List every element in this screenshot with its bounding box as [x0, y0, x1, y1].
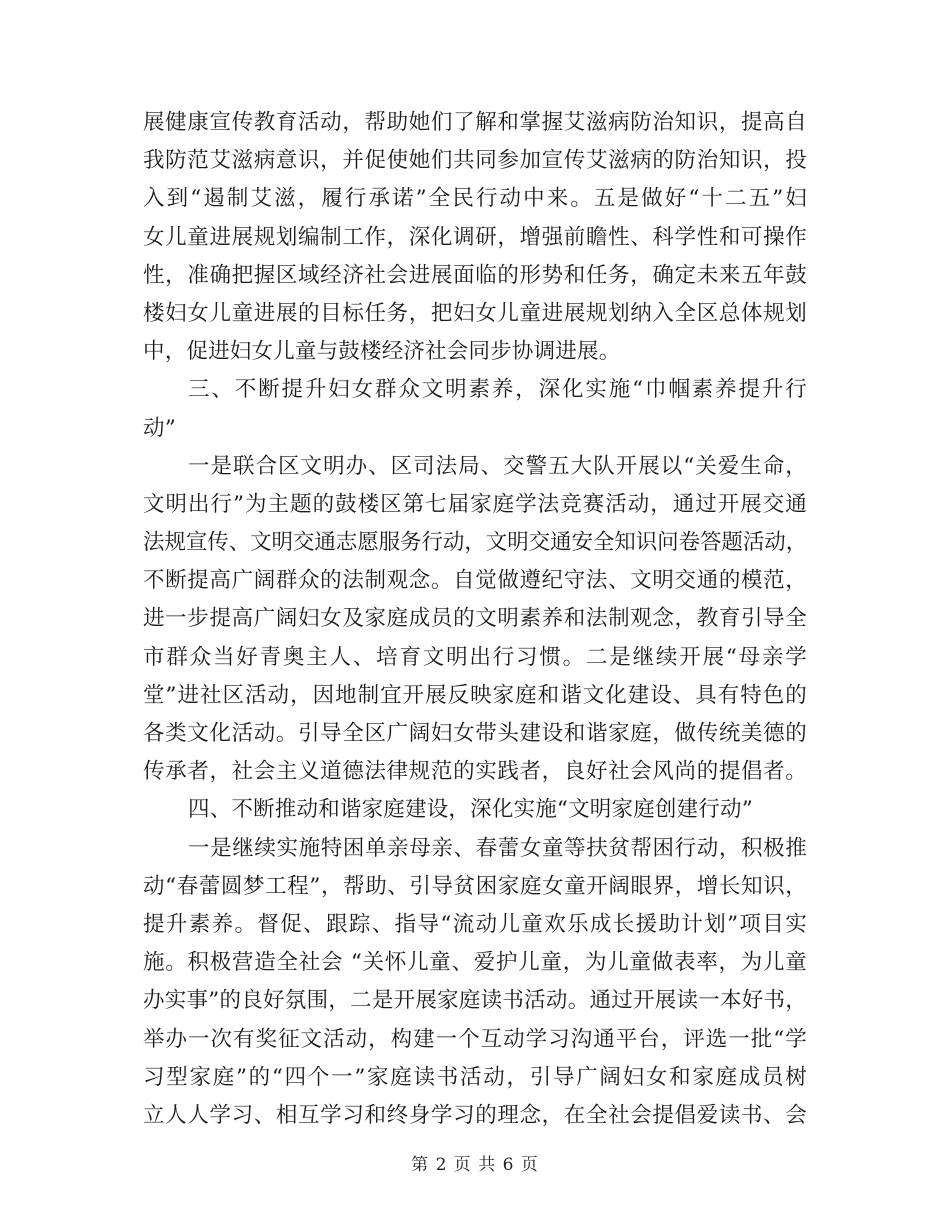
- text-line: 女儿童进展规划编制工作，深化调研，增强前瞻性、科学性和可操作: [143, 224, 807, 250]
- text-line: 进一步提高广阔妇女及家庭成员的文明素养和法制观念，教育引导全: [143, 606, 807, 632]
- text-line: 各类文化活动。引导全区广阔妇女带头建设和谐家庭，做传统美德的: [143, 721, 807, 746]
- text-line: 性，准确把握区域经济社会进展面临的形势和任务，确定未来五年鼓: [143, 262, 807, 288]
- text-line: 一是继续实施特困单亲母亲、春蕾女童等扶贫帮困行动，积极推: [188, 835, 807, 861]
- text-line: 法规宣传、文明交通志愿服务行动，文明交通安全知识问卷答题活动，: [143, 530, 807, 556]
- text-line: 文明出行”为主题的鼓楼区第七届家庭学法竞赛活动，通过开展交通: [143, 491, 807, 517]
- text-line: 办实事”的良好氛围，二是开展家庭读书活动。通过开展读一本好书，: [143, 988, 807, 1014]
- text-line: 一是联合区文明办、区司法局、交警五大队开展以“关爱生命，: [188, 453, 807, 479]
- text-line: 市群众当好青奥主人、培育文明出行习惯。二是继续开展“母亲学: [143, 644, 807, 670]
- text-line: 立人人学习、相互学习和终身学习的理念，在全社会提倡爱读书、会: [143, 1102, 807, 1128]
- text-line: 三、不断提升妇女群众文明素养，深化实施“巾帼素养提升行: [188, 377, 807, 403]
- text-line: 传承者，社会主义道德法律规范的实践者，良好社会风尚的提倡者。: [143, 759, 807, 785]
- document-body: [143, 104, 807, 1135]
- text-line: 举办一次有奖征文活动，构建一个互动学习沟通平台，评选一批“学: [143, 1026, 807, 1052]
- text-line: 提升素养。督促、跟踪、指导“流动儿童欢乐成长援助计划”项目实: [143, 911, 807, 937]
- text-line: 习型家庭”的“四个一”家庭读书活动，引导广阔妇女和家庭成员树: [143, 1064, 807, 1090]
- text-line: 展健康宣传教育活动，帮助她们了解和掌握艾滋病防治知识，提高自: [143, 110, 807, 135]
- text-line: 施。积极营造全社会 “关怀儿童、爱护儿童，为儿童做表率，为儿童: [143, 950, 807, 976]
- text-line: 四、不断推动和谐家庭建设，深化实施“文明家庭创建行动”: [188, 797, 753, 823]
- text-line: 中，促进妇女儿童与鼓楼经济社会同步协调进展。: [143, 339, 621, 365]
- page-footer: 第 2 页 共 6 页: [411, 1155, 539, 1175]
- text-line: 楼妇女儿童进展的目标任务，把妇女儿童进展规划纳入全区总体规划: [143, 300, 807, 326]
- text-line: 动“春蕾圆梦工程”，帮助、引导贫困家庭女童开阔眼界，增长知识，: [143, 873, 807, 899]
- text-line: 不断提高广阔群众的法制观念。自觉做遵纪守法、文明交通的模范，: [143, 568, 807, 594]
- text-line: 动”: [143, 415, 176, 441]
- text-line: 堂”进社区活动，因地制宜开展反映家庭和谐文化建设、具有特色的: [143, 682, 807, 708]
- text-line: 我防范艾滋病意识，并促使她们共同参加宣传艾滋病的防治知识，投: [143, 148, 807, 174]
- text-line: 入到“遏制艾滋，履行承诺”全民行动中来。五是做好“十二五”妇: [143, 186, 807, 212]
